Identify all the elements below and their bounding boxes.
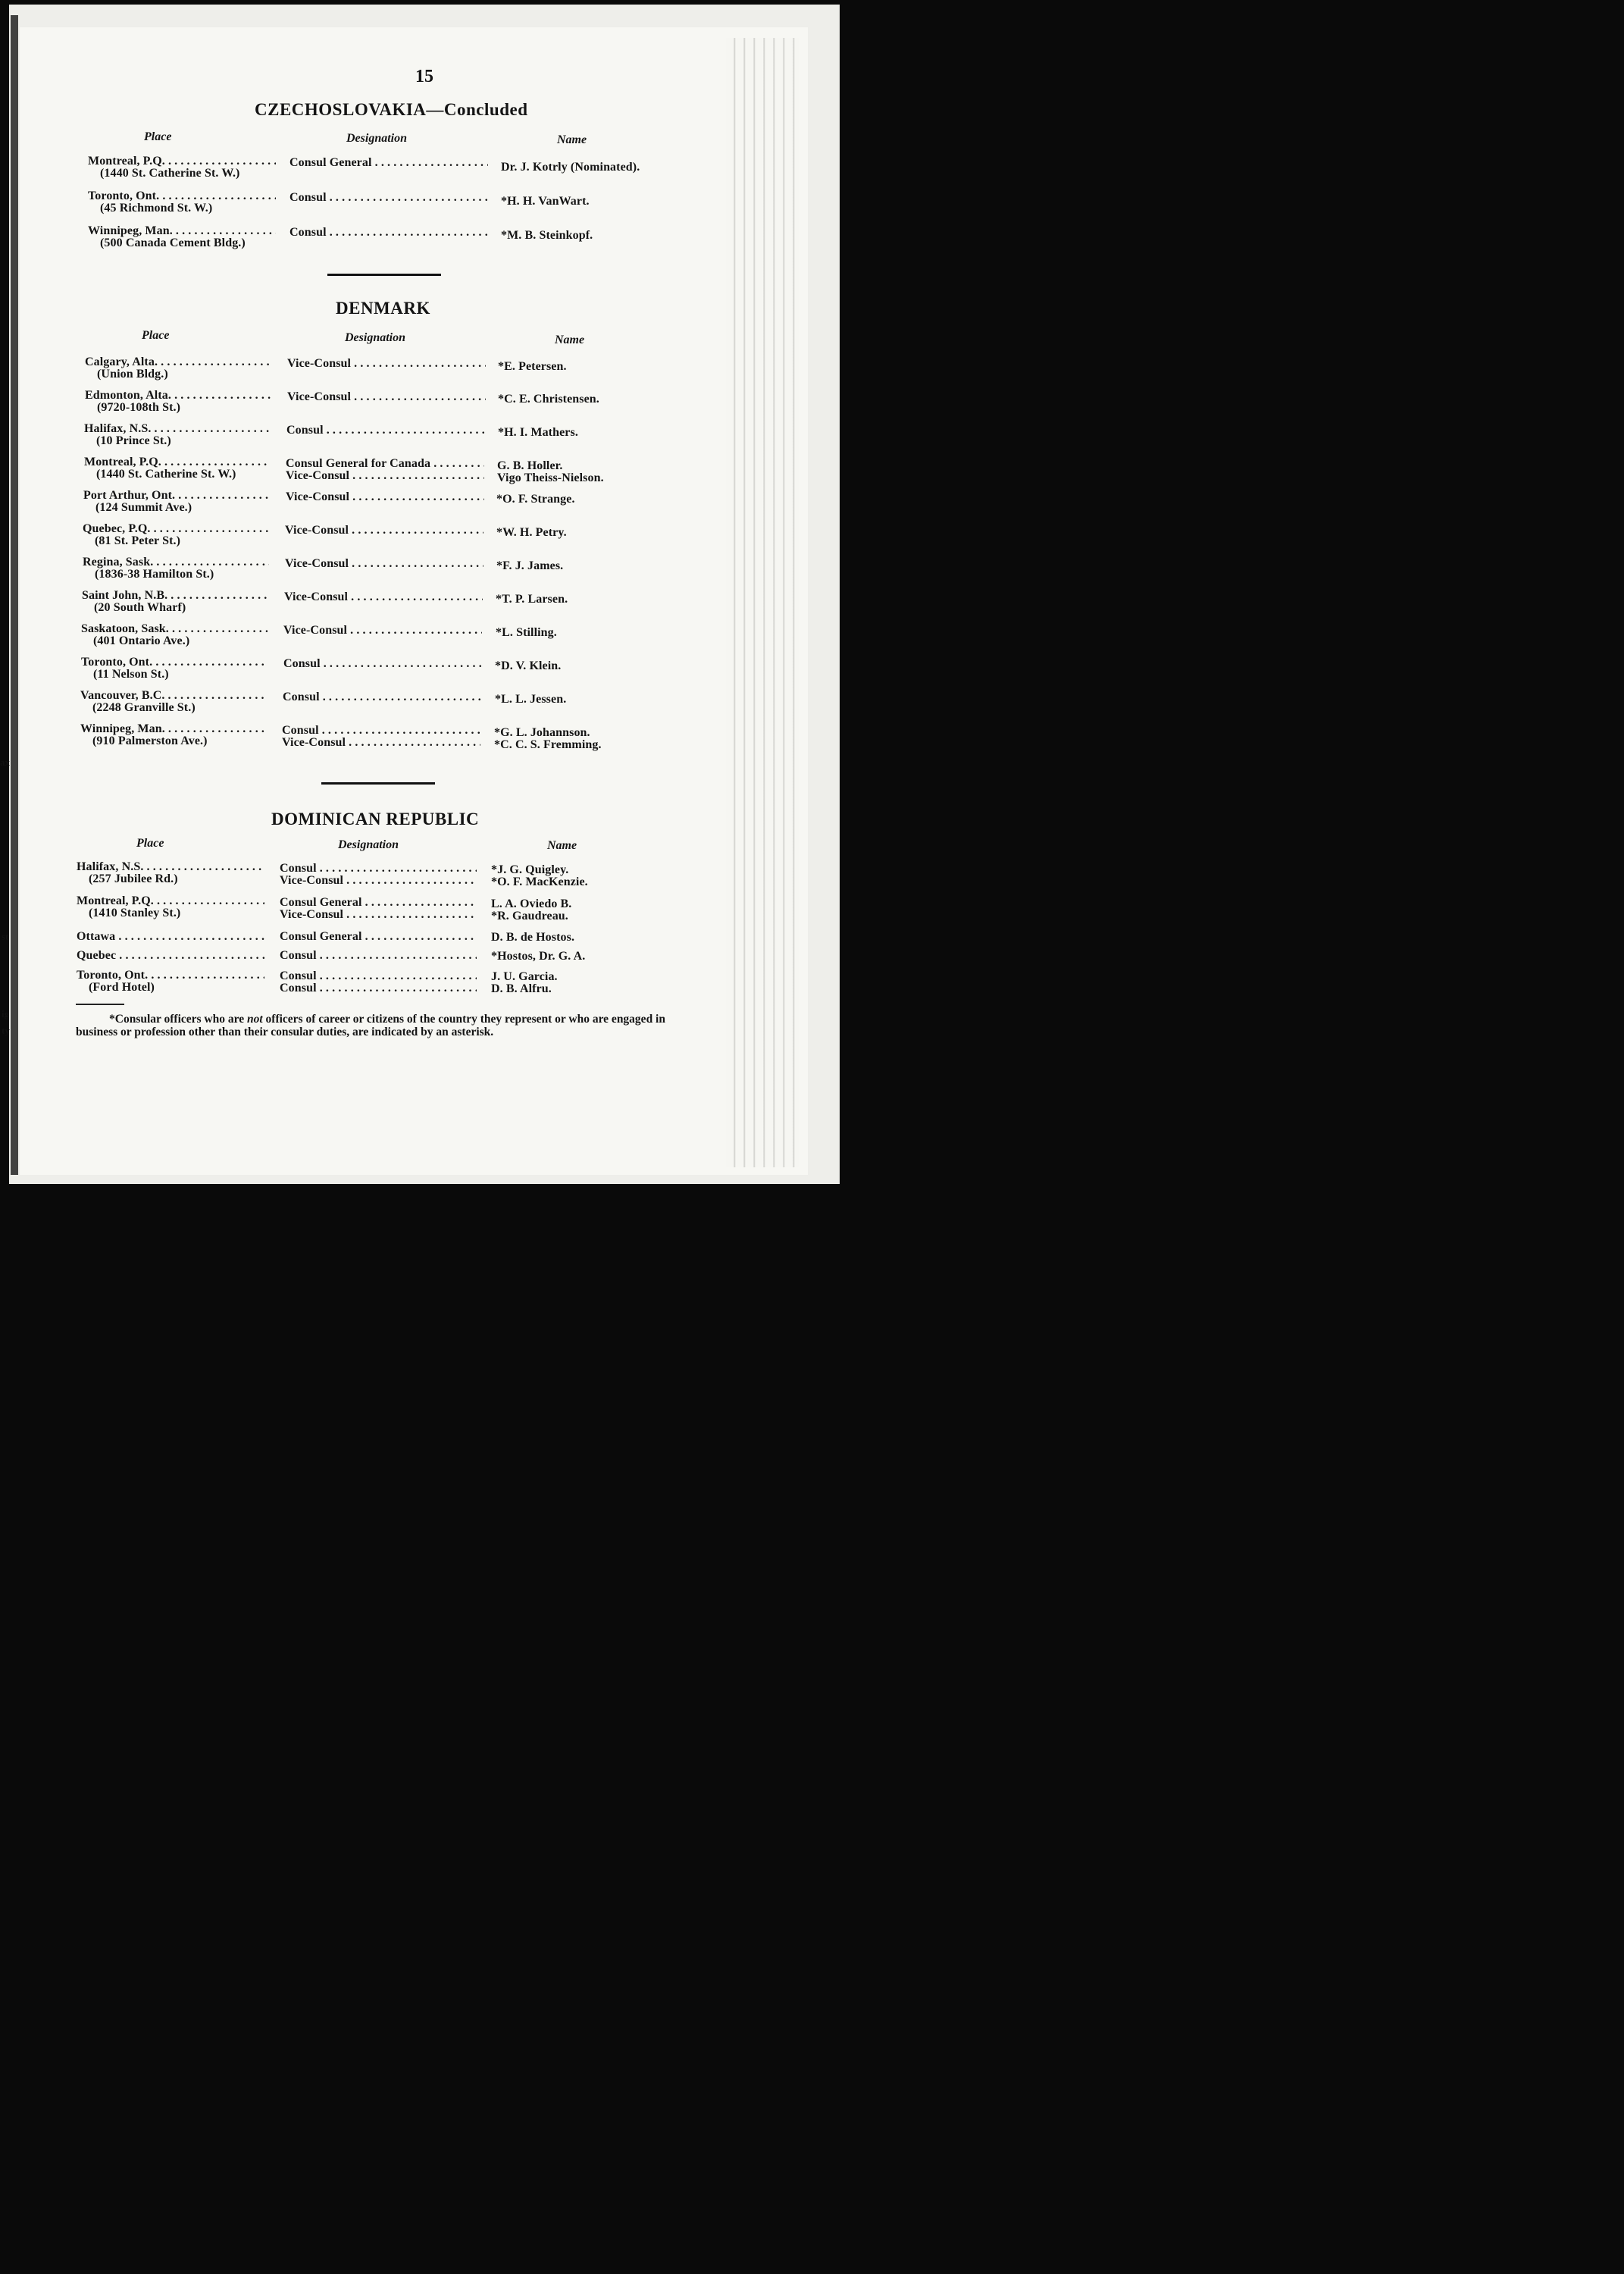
margin-mark: st: [2, 931, 9, 942]
table-row-name: [501, 161, 690, 174]
section-title-dominican-republic: DOMINICAN REPUBLIC: [271, 810, 480, 828]
column-header-place: Place: [142, 329, 170, 342]
footnote-text-end: officers of career or citizens of the country they represent or who are engaged in business or profession other than their consular duties, are indicated by an asterisk.: [76, 1013, 665, 1038]
table-row-place: [82, 590, 268, 614]
place-city: Montreal, P.Q. . . .: [88, 155, 276, 168]
officer-name: *O. F. MacKenzie.: [491, 876, 588, 888]
designation-text: Consul . . .: [283, 658, 482, 670]
officer-name: *C. E. Christensen.: [498, 393, 599, 406]
designation-text: Consul General . . .: [289, 157, 488, 169]
table-row-place: [77, 931, 264, 943]
column-header-designation: Designation: [338, 838, 399, 851]
table-row-designation: [280, 970, 477, 994]
place-city: Port Arthur, Ont. . . .: [83, 490, 270, 502]
place-city: Halifax, N.S. . . .: [84, 423, 271, 435]
designation-text: Vice-Consul . . .: [285, 558, 483, 570]
table-row-place: [83, 523, 269, 547]
table-row-name: [496, 594, 685, 606]
table-row-designation: [287, 358, 486, 370]
table-row-place: [85, 390, 271, 414]
place-address: (1440 St. Catherine St. W.): [96, 468, 236, 481]
place-city: Toronto, Ont. . . .: [77, 969, 264, 982]
designation-text: Consul . . .: [286, 424, 485, 437]
section-divider: [327, 274, 441, 276]
table-row-designation: [283, 691, 481, 703]
table-row-designation: [286, 458, 484, 482]
place-city: Saskatoon, Sask. . . .: [81, 623, 268, 635]
designation-text: Vice-Consul . . .: [280, 875, 477, 887]
place-city: Montreal, P.Q. . . .: [84, 456, 271, 468]
designation-text: Consul . . .: [282, 725, 480, 737]
table-row-designation: [283, 658, 482, 670]
officer-name: J. U. Garcia.: [491, 971, 558, 983]
place-address: (11 Nelson St.): [93, 669, 169, 681]
table-row-designation: [280, 897, 477, 921]
place-address: (401 Ontario Ave.): [93, 635, 190, 647]
table-row-name: [491, 971, 681, 995]
designation-text: Consul . . .: [280, 863, 477, 875]
officer-name: G. B. Holler.: [497, 460, 563, 472]
place-city: Vancouver, B.C. . . .: [80, 690, 267, 702]
table-row-name: [491, 898, 681, 922]
table-row-name: [494, 727, 684, 751]
designation-text: Consul . . .: [283, 691, 481, 703]
officer-name: *C. C. S. Fremming.: [494, 739, 602, 751]
officer-name: *O. F. Strange.: [496, 493, 575, 506]
place-address: (124 Summit Ave.): [95, 502, 192, 514]
table-row-designation: [289, 192, 488, 204]
column-header-place: Place: [144, 130, 172, 143]
page-fold-edge: [726, 38, 799, 1167]
place-address: (500 Canada Cement Bldg.): [100, 237, 246, 249]
designation-text: Vice-Consul . . .: [287, 358, 486, 370]
table-row-place: [77, 969, 264, 994]
section-title-denmark: DENMARK: [336, 299, 430, 318]
binding-edge: [11, 15, 18, 1175]
table-row-place: [85, 356, 271, 381]
officer-name: *E. Petersen.: [498, 361, 567, 373]
table-row-name: [498, 361, 687, 373]
officer-name: *L. L. Jessen.: [495, 694, 567, 706]
place-address: (1410 Stanley St.): [89, 907, 181, 919]
table-row-designation: [283, 625, 482, 637]
designation-text: Vice-Consul . . .: [282, 737, 480, 749]
table-row-designation: [282, 725, 480, 749]
officer-name: D. B. de Hostos.: [491, 932, 575, 944]
officer-name: *H. I. Mathers.: [498, 427, 578, 439]
table-row-place: [83, 556, 269, 581]
officer-name: Vigo Theiss-Nielson.: [497, 472, 604, 484]
designation-text: Vice-Consul . . .: [286, 470, 484, 482]
officer-name: *G. L. Johannson.: [494, 727, 590, 739]
table-row-designation: [280, 863, 477, 887]
table-row-designation: [286, 491, 484, 503]
designation-text: Consul . . .: [289, 227, 488, 239]
designation-text: Vice-Consul . . .: [284, 591, 483, 603]
designation-text: Consul General . . .: [280, 931, 477, 943]
designation-text: Consul . . .: [280, 970, 477, 982]
table-row-designation: [285, 558, 483, 570]
place-city: Toronto, Ont. . . .: [81, 656, 268, 669]
table-row-designation: [280, 931, 477, 943]
column-header-designation: Designation: [346, 132, 408, 145]
place-city: Winnipeg, Man. . . .: [88, 225, 276, 237]
designation-text: Vice-Consul . . .: [280, 909, 477, 921]
column-header-name: Name: [547, 839, 577, 852]
column-header-place: Place: [136, 837, 164, 850]
table-row-name: [497, 460, 687, 484]
place-city: Regina, Sask. . . .: [83, 556, 269, 568]
table-row-name: [495, 660, 684, 672]
place-address: (1836-38 Hamilton St.): [95, 568, 214, 581]
place-city: Halifax, N.S. . . .: [77, 861, 264, 873]
designation-text: Consul General . . .: [280, 897, 477, 909]
table-row-place: [77, 861, 264, 885]
margin-mark: ig: [2, 1008, 10, 1020]
table-row-designation: [286, 424, 485, 437]
footnote-emphasis: not: [246, 1013, 263, 1026]
footnote-text-start: *Consular officers who are: [109, 1013, 247, 1026]
table-row-place: [80, 690, 267, 714]
table-row-name: [496, 627, 685, 639]
table-row-place: [88, 155, 276, 180]
place-address: (81 St. Peter St.): [95, 535, 181, 547]
table-row-name: [498, 427, 687, 439]
designation-text: Vice-Consul . . .: [283, 625, 482, 637]
table-row-name: [496, 493, 686, 506]
table-row-place: [84, 423, 271, 447]
table-row-place: [88, 190, 276, 215]
table-row-name: [491, 864, 681, 888]
designation-text: Vice-Consul . . .: [287, 391, 486, 403]
section-divider: [321, 782, 435, 785]
margin-mark: ty: [2, 1025, 10, 1036]
place-city: Calgary, Alta. . . .: [85, 356, 271, 368]
page-number: 15: [415, 67, 433, 86]
officer-name: Dr. J. Kotrly (Nominated).: [501, 161, 640, 174]
footnote: [76, 1013, 678, 1038]
place-city: Quebec . . .: [77, 950, 264, 962]
column-header-name: Name: [555, 334, 585, 346]
place-address: (257 Jubilee Rd.): [89, 873, 178, 885]
place-address: (20 South Wharf): [94, 602, 186, 614]
officer-name: *T. P. Larsen.: [496, 594, 568, 606]
table-row-place: [81, 623, 268, 647]
place-address: (10 Prince St.): [96, 435, 171, 447]
column-header-name: Name: [557, 133, 587, 146]
officer-name: D. B. Alfru.: [491, 983, 552, 995]
designation-text: Consul . . .: [289, 192, 488, 204]
place-address: (9720-108th St.): [97, 402, 181, 414]
place-address: (Ford Hotel): [89, 982, 155, 994]
officer-name: L. A. Oviedo B.: [491, 898, 572, 910]
table-row-designation: [280, 950, 477, 962]
table-row-place: [81, 656, 268, 681]
table-row-designation: [285, 525, 483, 537]
officer-name: *R. Gaudreau.: [491, 910, 568, 922]
table-row-place: [77, 950, 264, 962]
table-row-place: [84, 456, 271, 481]
margin-mark: ax: [0, 756, 10, 768]
table-row-name: [501, 230, 690, 242]
table-row-name: [491, 951, 681, 963]
table-row-place: [77, 895, 264, 919]
officer-name: *J. G. Quigley.: [491, 864, 569, 876]
officer-name: *D. V. Klein.: [495, 660, 562, 672]
table-row-name: [501, 196, 690, 208]
place-city: Winnipeg, Man. . . .: [80, 723, 267, 735]
officer-name: *F. J. James.: [496, 560, 564, 572]
footnote-rule: [76, 1004, 124, 1005]
place-city: Ottawa . . .: [77, 931, 264, 943]
table-row-name: [491, 932, 681, 944]
designation-text: Vice-Consul . . .: [286, 491, 484, 503]
table-row-name: [498, 393, 687, 406]
place-address: (910 Palmerston Ave.): [92, 735, 208, 747]
table-row-place: [88, 225, 276, 249]
table-row-designation: [287, 391, 486, 403]
table-row-designation: [284, 591, 483, 603]
place-address: (2248 Granville St.): [92, 702, 196, 714]
officer-name: *L. Stilling.: [496, 627, 557, 639]
table-row-place: [83, 490, 270, 514]
table-row-designation: [289, 157, 488, 169]
column-header-designation: Designation: [345, 331, 406, 344]
place-address: (Union Bldg.): [97, 368, 168, 381]
officer-name: *Hostos, Dr. G. A.: [491, 951, 586, 963]
table-row-place: [80, 723, 267, 747]
place-address: (45 Richmond St. W.): [100, 202, 213, 215]
section-title-czechoslovakia: CZECHOSLOVAKIA—Concluded: [255, 100, 528, 119]
officer-name: *W. H. Petry.: [496, 527, 567, 539]
place-city: Quebec, P.Q. . . .: [83, 523, 269, 535]
designation-text: Consul General for Canada . . .: [286, 458, 484, 470]
table-row-name: [496, 527, 686, 539]
officer-name: *H. H. VanWart.: [501, 196, 590, 208]
designation-text: Consul . . .: [280, 950, 477, 962]
table-row-name: [495, 694, 684, 706]
table-row-designation: [289, 227, 488, 239]
place-city: Toronto, Ont. . . .: [88, 190, 276, 202]
place-address: (1440 St. Catherine St. W.): [100, 168, 240, 180]
designation-text: Vice-Consul . . .: [285, 525, 483, 537]
officer-name: *M. B. Steinkopf.: [501, 230, 593, 242]
place-city: Montreal, P.Q. . . .: [77, 895, 264, 907]
place-city: Edmonton, Alta. . . .: [85, 390, 271, 402]
designation-text: Consul . . .: [280, 982, 477, 994]
table-row-name: [496, 560, 686, 572]
place-city: Saint John, N.B. . . .: [82, 590, 268, 602]
